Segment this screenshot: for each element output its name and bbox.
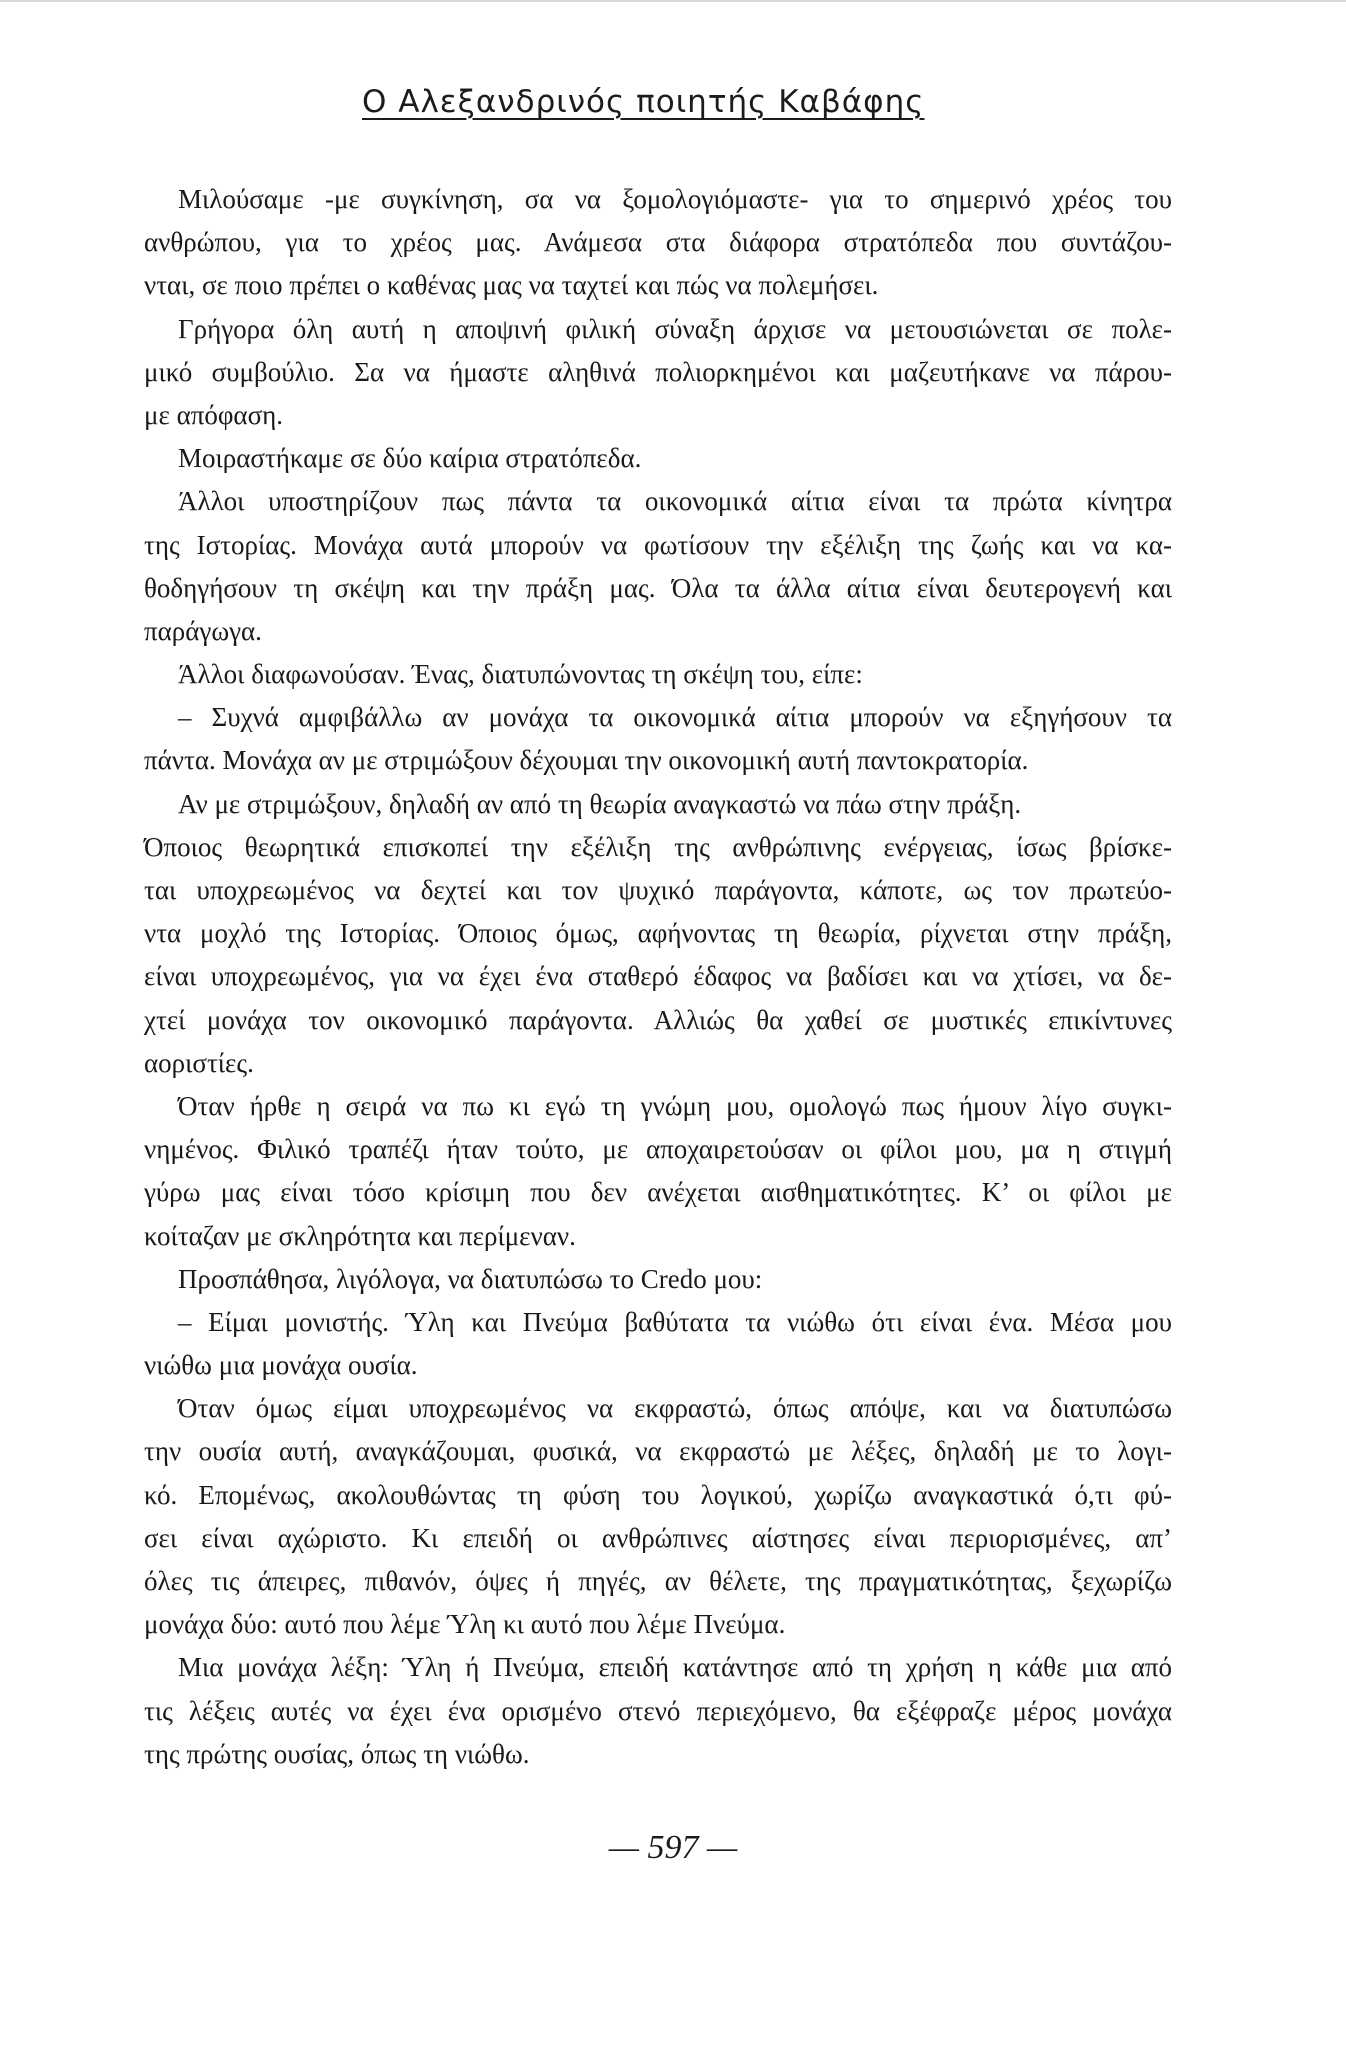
- text-line: Όποιος θεωρητικά επισκοπεί την εξέλιξη της ανθρώπινης ενέργειας, ίσως βρίσκε-: [144, 831, 1172, 862]
- text-line: νημένος. Φιλικό τραπέζι ήταν τούτο, με αποχαιρετούσαν οι φίλοι μου, μα η στιγμή: [144, 1134, 1172, 1165]
- text-line: ανθρώπου, για το χρέος μας. Ανάμεσα στα διάφορα στρατόπεδα που συντάζου-: [144, 227, 1172, 258]
- text-line: αοριστίες.: [144, 1047, 254, 1078]
- text-line: θοδηγήσουν τη σκέψη και την πράξη μας. Όλα τα άλλα αίτια είναι δευτερογενή και: [144, 572, 1172, 603]
- text-line: πάντα. Μονάχα αν με στριμώξουν δέχουμαι την οικονομική αυτή παντοκρατορία.: [144, 745, 1029, 776]
- text-line: όλες τις άπειρες, πιθανόν, όψες ή πηγές, αν θέλετε, της πραγματικότητας, ξεχωρίζω: [144, 1566, 1172, 1596]
- text-line: Προσπάθησα, λιγόλογα, να διατυπώσω το Credo μου:: [178, 1263, 763, 1294]
- text-line: Μιλούσαμε -με συγκίνηση, σα να ξομολογιόμαστε- για το σημερινό χρέος του: [178, 184, 1172, 214]
- text-line: σει είναι αχώριστο. Κι επειδή οι ανθρώπινες αίστησες είναι περιορισμένες, απ’: [144, 1522, 1172, 1553]
- text-line: Άλλοι διαφωνούσαν. Ένας, διατυπώνοντας τη σκέψη του, είπε:: [178, 659, 863, 690]
- text-line: ται υποχρεωμένος να δεχτεί και τον ψυχικό παράγοντα, κάποτε, ως τον πρωτεύο-: [144, 875, 1172, 905]
- text-line: νται, σε ποιο πρέπει ο καθένας μας να ταχτεί και πώς να πολεμήσει.: [144, 270, 879, 301]
- text-line: νιώθω μια μονάχα ουσία.: [144, 1350, 418, 1381]
- text-line: Αν με στριμώξουν, δηλαδή αν από τη θεωρία αναγκαστώ να πάω στην πράξη.: [178, 788, 1022, 819]
- text-line: με απόφαση.: [144, 399, 283, 430]
- scan-edge-line: [0, 0, 1346, 2]
- text-line: κό. Επομένως, ακολουθώντας τη φύση του λογικού, χωρίζω αναγκαστικά ό,τι φύ-: [144, 1479, 1172, 1510]
- text-line: Άλλοι υποστηρίζουν πως πάντα τα οικονομικά αίτια είναι τα πρώτα κίνητρα: [178, 486, 1172, 517]
- text-line: την ουσία αυτή, αναγκάζουμαι, φυσικά, να εκφραστώ με λέξες, δηλαδή με το λογι-: [144, 1436, 1172, 1467]
- text-line: τις λέξεις αυτές να έχει ένα ορισμένο στενό περιεχόμενο, θα εξέφραζε μέρος μονάχα: [144, 1695, 1172, 1726]
- text-line: Μια μονάχα λέξη: Ύλη ή Πνεύμα, επειδή κατάντησε από τη χρήση η κάθε μια από: [178, 1652, 1172, 1683]
- text-line: είναι υποχρεωμένος, για να έχει ένα σταθερό έδαφος να βαδίσει και να χτίσει, να δε-: [144, 961, 1172, 992]
- text-line: – Συχνά αμφιβάλλω αν μονάχα τα οικονομικά αίτια μπορούν να εξηγήσουν τα: [178, 702, 1172, 733]
- text-line: γύρω μας είναι τόσο κρίσιμη που δεν ανέχεται αισθηματικότητες. Κ’ οι φίλοι με: [144, 1177, 1172, 1208]
- text-line: Όταν όμως είμαι υποχρεωμένος να εκφραστώ, όπως απόψε, και να διατυπώσω: [178, 1393, 1172, 1424]
- text-line: παράγωγα.: [144, 615, 262, 646]
- text-line: κοίταζαν με σκληρότητα και περίμεναν.: [144, 1220, 576, 1251]
- text-line: χτεί μονάχα τον οικονομικό παράγοντα. Αλλιώς θα χαθεί σε μυστικές επικίντυνες: [144, 1004, 1172, 1035]
- text-line: ντα μοχλό της Ιστορίας. Όποιος όμως, αφήνοντας τη θεωρία, ρίχνεται στην πράξη,: [144, 918, 1172, 949]
- text-line: – Είμαι μονιστής. Ύλη και Πνεύμα βαθύτατα τα νιώθω ότι είναι ένα. Μέσα μου: [178, 1306, 1172, 1337]
- text-line: μονάχα δύο: αυτό που λέμε Ύλη κι αυτό που λέμε Πνεύμα.: [144, 1609, 786, 1640]
- text-line: της πρώτης ουσίας, όπως τη νιώθω.: [144, 1738, 530, 1769]
- text-line: μικό συμβούλιο. Σα να ήμαστε αληθινά πολιορκημένοι και μαζευτήκανε να πάρου-: [144, 356, 1172, 387]
- text-line: Μοιραστήκαμε σε δύο καίρια στρατόπεδα.: [178, 443, 642, 474]
- body-text: [144, 178, 1172, 1776]
- page-number: — 597 —: [608, 1829, 738, 1866]
- running-head: Ο Αλεξανδρινός ποιητής Καβάφης: [362, 84, 925, 120]
- text-line: Όταν ήρθε η σειρά να πω κι εγώ τη γνώμη μου, ομολογώ πως ήμουν λίγο συγκι-: [178, 1090, 1172, 1121]
- text-line: της Ιστορίας. Μονάχα αυτά μπορούν να φωτίσουν την εξέλιξη της ζωής και να κα-: [144, 529, 1172, 560]
- text-line: Γρήγορα όλη αυτή η αποψινή φιλική σύναξη άρχισε να μετουσιώνεται σε πολε-: [178, 313, 1172, 344]
